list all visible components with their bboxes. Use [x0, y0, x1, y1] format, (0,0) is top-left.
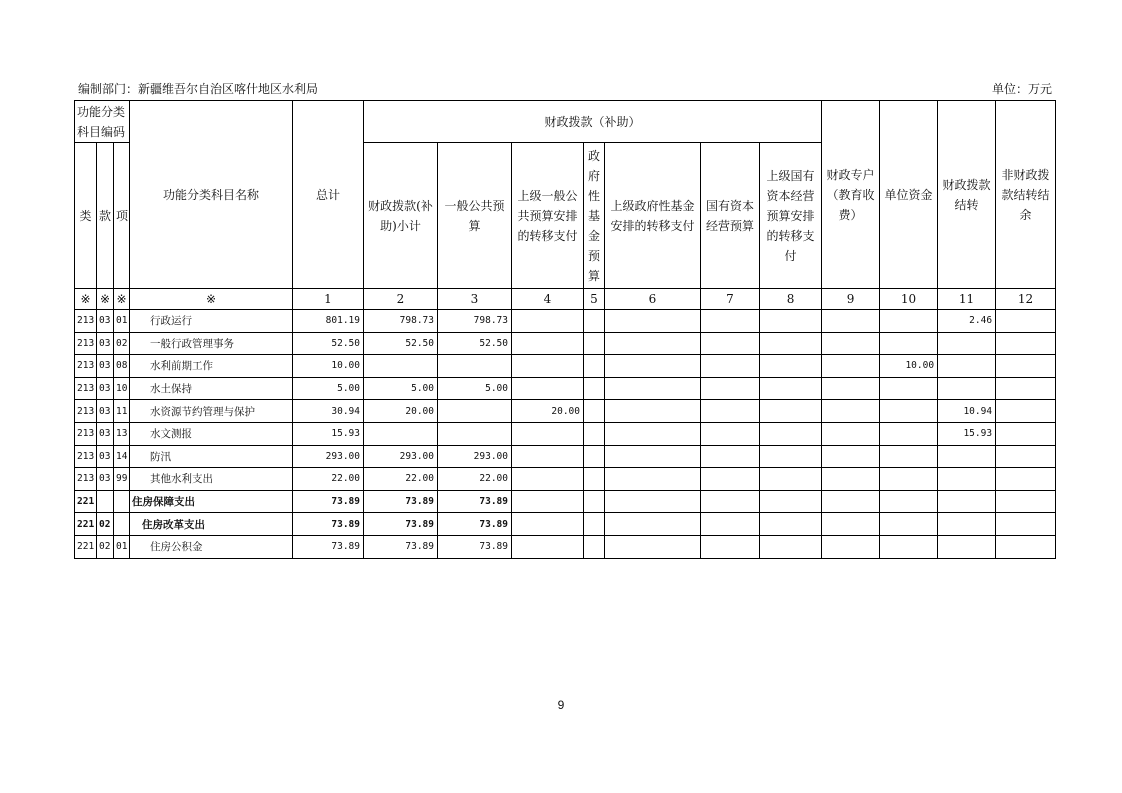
lei-cell: 221: [75, 513, 97, 536]
item-name-cell: 行政运行: [130, 310, 293, 333]
func-name-header: 功能分类科目名称: [130, 101, 293, 289]
lei-cell: 213: [75, 355, 97, 378]
kuan-cell: 03: [97, 400, 114, 423]
value-cell-4: [512, 377, 584, 400]
value-cell-10: [880, 332, 938, 355]
value-cell-8: [760, 355, 822, 378]
kuan-cell: 03: [97, 445, 114, 468]
value-cell-8: [760, 422, 822, 445]
value-cell-1: 15.93: [293, 422, 364, 445]
value-cell-1: 293.00: [293, 445, 364, 468]
value-cell-3: 293.00: [438, 445, 512, 468]
xiang-cell: 13: [114, 422, 130, 445]
value-cell-7: [701, 310, 760, 333]
kuan-cell: [97, 490, 114, 513]
value-cell-6: [605, 400, 701, 423]
index-cell: 1: [293, 289, 364, 310]
index-cell: 11: [938, 289, 996, 310]
xiang-header: 项: [114, 143, 130, 289]
value-cell-12: [996, 310, 1056, 333]
value-cell-7: [701, 468, 760, 491]
value-cell-2: 73.89: [364, 513, 438, 536]
fiscal-special-header: 财政专户（教育收费）: [822, 101, 880, 289]
unit-label: 单位：万元: [991, 82, 1052, 96]
value-cell-6: [605, 422, 701, 445]
value-cell-4: [512, 310, 584, 333]
upper-general-transfer-header: 上级一般公共预算安排的转移支付: [512, 143, 584, 289]
value-cell-1: 73.89: [293, 490, 364, 513]
lei-header: 类: [75, 143, 97, 289]
value-cell-8: [760, 468, 822, 491]
value-cell-12: [996, 355, 1056, 378]
index-cell: ※: [114, 289, 130, 310]
value-cell-10: [880, 422, 938, 445]
value-cell-7: [701, 535, 760, 558]
table-row: [75, 445, 1056, 468]
value-cell-1: 22.00: [293, 468, 364, 491]
item-name-cell: 住房保障支出: [130, 490, 293, 513]
value-cell-9: [822, 445, 880, 468]
value-cell-6: [605, 332, 701, 355]
value-cell-2: [364, 355, 438, 378]
lei-cell: 213: [75, 332, 97, 355]
value-cell-7: [701, 445, 760, 468]
index-cell: 7: [701, 289, 760, 310]
lei-cell: 213: [75, 377, 97, 400]
value-cell-8: [760, 445, 822, 468]
value-cell-2: 798.73: [364, 310, 438, 333]
upper-state-capital-transfer-header: 上级国有资本经营预算安排的转移支付: [760, 143, 822, 289]
department-label: 编制部门：新疆维吾尔自治区喀什地区水利局: [78, 82, 319, 96]
item-name-cell: 水资源节约管理与保护: [130, 400, 293, 423]
item-name-cell: 一般行政管理事务: [130, 332, 293, 355]
value-cell-10: [880, 445, 938, 468]
item-name-cell: 水文测报: [130, 422, 293, 445]
index-cell: 3: [438, 289, 512, 310]
value-cell-10: [880, 513, 938, 536]
value-cell-12: [996, 468, 1056, 491]
value-cell-11: [938, 490, 996, 513]
nonfiscal-carryover-header: 非财政拨款结转结余: [996, 101, 1056, 289]
value-cell-5: [584, 377, 605, 400]
value-cell-8: [760, 400, 822, 423]
kuan-cell: 03: [97, 377, 114, 400]
value-cell-3: 22.00: [438, 468, 512, 491]
value-cell-5: [584, 535, 605, 558]
value-cell-4: [512, 513, 584, 536]
kuan-cell: 02: [97, 513, 114, 536]
index-cell: ※: [75, 289, 97, 310]
page-number: 9: [557, 698, 565, 712]
value-cell-11: [938, 332, 996, 355]
index-cell: 12: [996, 289, 1056, 310]
value-cell-4: [512, 490, 584, 513]
index-cell: 2: [364, 289, 438, 310]
value-cell-9: [822, 310, 880, 333]
total-header: 总计: [293, 101, 364, 289]
value-cell-9: [822, 422, 880, 445]
value-cell-9: [822, 490, 880, 513]
value-cell-11: [938, 445, 996, 468]
func-code-header: 功能分类科目编码: [75, 101, 130, 143]
index-cell: 6: [605, 289, 701, 310]
value-cell-12: [996, 490, 1056, 513]
value-cell-8: [760, 513, 822, 536]
value-cell-3: [438, 355, 512, 378]
table-body: [75, 310, 1056, 559]
lei-cell: 213: [75, 422, 97, 445]
value-cell-3: [438, 400, 512, 423]
value-cell-6: [605, 445, 701, 468]
value-cell-3: 73.89: [438, 513, 512, 536]
value-cell-6: [605, 310, 701, 333]
xiang-cell: [114, 513, 130, 536]
value-cell-6: [605, 535, 701, 558]
value-cell-10: [880, 377, 938, 400]
value-cell-6: [605, 468, 701, 491]
kuan-cell: 03: [97, 355, 114, 378]
value-cell-2: 20.00: [364, 400, 438, 423]
item-name-cell: 住房公积金: [130, 535, 293, 558]
table-header: [75, 101, 1056, 310]
value-cell-7: [701, 422, 760, 445]
xiang-cell: 01: [114, 310, 130, 333]
value-cell-4: [512, 468, 584, 491]
value-cell-5: [584, 468, 605, 491]
value-cell-9: [822, 332, 880, 355]
value-cell-4: [512, 422, 584, 445]
item-name-cell: 其他水利支出: [130, 468, 293, 491]
lei-cell: 213: [75, 400, 97, 423]
lei-cell: 213: [75, 445, 97, 468]
value-cell-8: [760, 535, 822, 558]
value-cell-11: 15.93: [938, 422, 996, 445]
value-cell-9: [822, 535, 880, 558]
value-cell-7: [701, 490, 760, 513]
value-cell-12: [996, 377, 1056, 400]
xiang-cell: 99: [114, 468, 130, 491]
value-cell-1: 801.19: [293, 310, 364, 333]
value-cell-11: 2.46: [938, 310, 996, 333]
value-cell-12: [996, 332, 1056, 355]
value-cell-1: 10.00: [293, 355, 364, 378]
value-cell-1: 73.89: [293, 535, 364, 558]
kuan-cell: 03: [97, 468, 114, 491]
value-cell-11: [938, 377, 996, 400]
value-cell-6: [605, 355, 701, 378]
value-cell-1: 30.94: [293, 400, 364, 423]
value-cell-4: 20.00: [512, 400, 584, 423]
value-cell-5: [584, 422, 605, 445]
value-cell-11: [938, 535, 996, 558]
fiscal-group-header: 财政拨款（补助）: [364, 101, 822, 143]
value-cell-9: [822, 355, 880, 378]
value-cell-10: [880, 400, 938, 423]
value-cell-12: [996, 513, 1056, 536]
index-cell: 5: [584, 289, 605, 310]
value-cell-2: 293.00: [364, 445, 438, 468]
item-name-cell: 防汛: [130, 445, 293, 468]
table-row: [75, 422, 1056, 445]
kuan-cell: 03: [97, 422, 114, 445]
kuan-cell: 03: [97, 310, 114, 333]
value-cell-2: [364, 422, 438, 445]
value-cell-5: [584, 310, 605, 333]
value-cell-5: [584, 445, 605, 468]
gov-fund-budget-header: 政府性基金预算: [584, 143, 605, 289]
value-cell-10: [880, 535, 938, 558]
value-cell-9: [822, 468, 880, 491]
state-capital-budget-header: 国有资本经营预算: [701, 143, 760, 289]
index-cell: ※: [130, 289, 293, 310]
value-cell-3: 798.73: [438, 310, 512, 333]
xiang-cell: 14: [114, 445, 130, 468]
item-name-cell: 水利前期工作: [130, 355, 293, 378]
value-cell-9: [822, 377, 880, 400]
value-cell-5: [584, 355, 605, 378]
item-name-cell: 水土保持: [130, 377, 293, 400]
value-cell-4: [512, 355, 584, 378]
value-cell-4: [512, 445, 584, 468]
value-cell-11: [938, 513, 996, 536]
value-cell-2: 52.50: [364, 332, 438, 355]
value-cell-4: [512, 332, 584, 355]
value-cell-8: [760, 377, 822, 400]
budget-table: [74, 100, 1056, 559]
xiang-cell: [114, 490, 130, 513]
value-cell-12: [996, 535, 1056, 558]
value-cell-12: [996, 422, 1056, 445]
table-row: [75, 332, 1056, 355]
value-cell-9: [822, 400, 880, 423]
index-cell: 4: [512, 289, 584, 310]
value-cell-5: [584, 332, 605, 355]
value-cell-5: [584, 490, 605, 513]
kuan-header: 款: [97, 143, 114, 289]
table-row: [75, 310, 1056, 333]
value-cell-7: [701, 355, 760, 378]
table-row: [75, 355, 1056, 378]
value-cell-12: [996, 400, 1056, 423]
value-cell-8: [760, 332, 822, 355]
index-cell: ※: [97, 289, 114, 310]
xiang-cell: 11: [114, 400, 130, 423]
value-cell-1: 5.00: [293, 377, 364, 400]
value-cell-11: 10.94: [938, 400, 996, 423]
value-cell-10: [880, 310, 938, 333]
kuan-cell: 03: [97, 332, 114, 355]
value-cell-4: [512, 535, 584, 558]
value-cell-2: 73.89: [364, 490, 438, 513]
value-cell-2: 5.00: [364, 377, 438, 400]
table-row: [75, 513, 1056, 536]
table-row: [75, 490, 1056, 513]
index-cell: 9: [822, 289, 880, 310]
value-cell-1: 73.89: [293, 513, 364, 536]
index-cell: 8: [760, 289, 822, 310]
value-cell-2: 22.00: [364, 468, 438, 491]
value-cell-6: [605, 513, 701, 536]
value-cell-7: [701, 400, 760, 423]
xiang-cell: 01: [114, 535, 130, 558]
value-cell-3: 52.50: [438, 332, 512, 355]
value-cell-2: 73.89: [364, 535, 438, 558]
fiscal-carryover-header: 财政拨款结转: [938, 101, 996, 289]
table-row: [75, 400, 1056, 423]
value-cell-11: [938, 468, 996, 491]
index-cell: 10: [880, 289, 938, 310]
value-cell-8: [760, 310, 822, 333]
value-cell-7: [701, 377, 760, 400]
index-row: [75, 289, 1056, 310]
value-cell-10: [880, 490, 938, 513]
xiang-cell: 10: [114, 377, 130, 400]
item-name-cell: 住房改革支出: [130, 513, 293, 536]
value-cell-1: 52.50: [293, 332, 364, 355]
value-cell-3: [438, 422, 512, 445]
unit-funds-header: 单位资金: [880, 101, 938, 289]
value-cell-5: [584, 513, 605, 536]
table-row: [75, 468, 1056, 491]
table-row: [75, 377, 1056, 400]
value-cell-7: [701, 513, 760, 536]
value-cell-6: [605, 377, 701, 400]
value-cell-7: [701, 332, 760, 355]
lei-cell: 221: [75, 535, 97, 558]
table-row: [75, 535, 1056, 558]
value-cell-5: [584, 400, 605, 423]
general-budget-header: 一般公共预算: [438, 143, 512, 289]
lei-cell: 213: [75, 310, 97, 333]
lei-cell: 221: [75, 490, 97, 513]
lei-cell: 213: [75, 468, 97, 491]
xiang-cell: 02: [114, 332, 130, 355]
xiang-cell: 08: [114, 355, 130, 378]
value-cell-9: [822, 513, 880, 536]
fiscal-subtotal-header: 财政拨款(补助)小计: [364, 143, 438, 289]
value-cell-12: [996, 445, 1056, 468]
upper-gov-fund-transfer-header: 上级政府性基金安排的转移支付: [605, 143, 701, 289]
value-cell-10: [880, 468, 938, 491]
value-cell-8: [760, 490, 822, 513]
value-cell-11: [938, 355, 996, 378]
value-cell-10: 10.00: [880, 355, 938, 378]
value-cell-3: 73.89: [438, 490, 512, 513]
kuan-cell: 02: [97, 535, 114, 558]
value-cell-6: [605, 490, 701, 513]
value-cell-3: 5.00: [438, 377, 512, 400]
value-cell-3: 73.89: [438, 535, 512, 558]
